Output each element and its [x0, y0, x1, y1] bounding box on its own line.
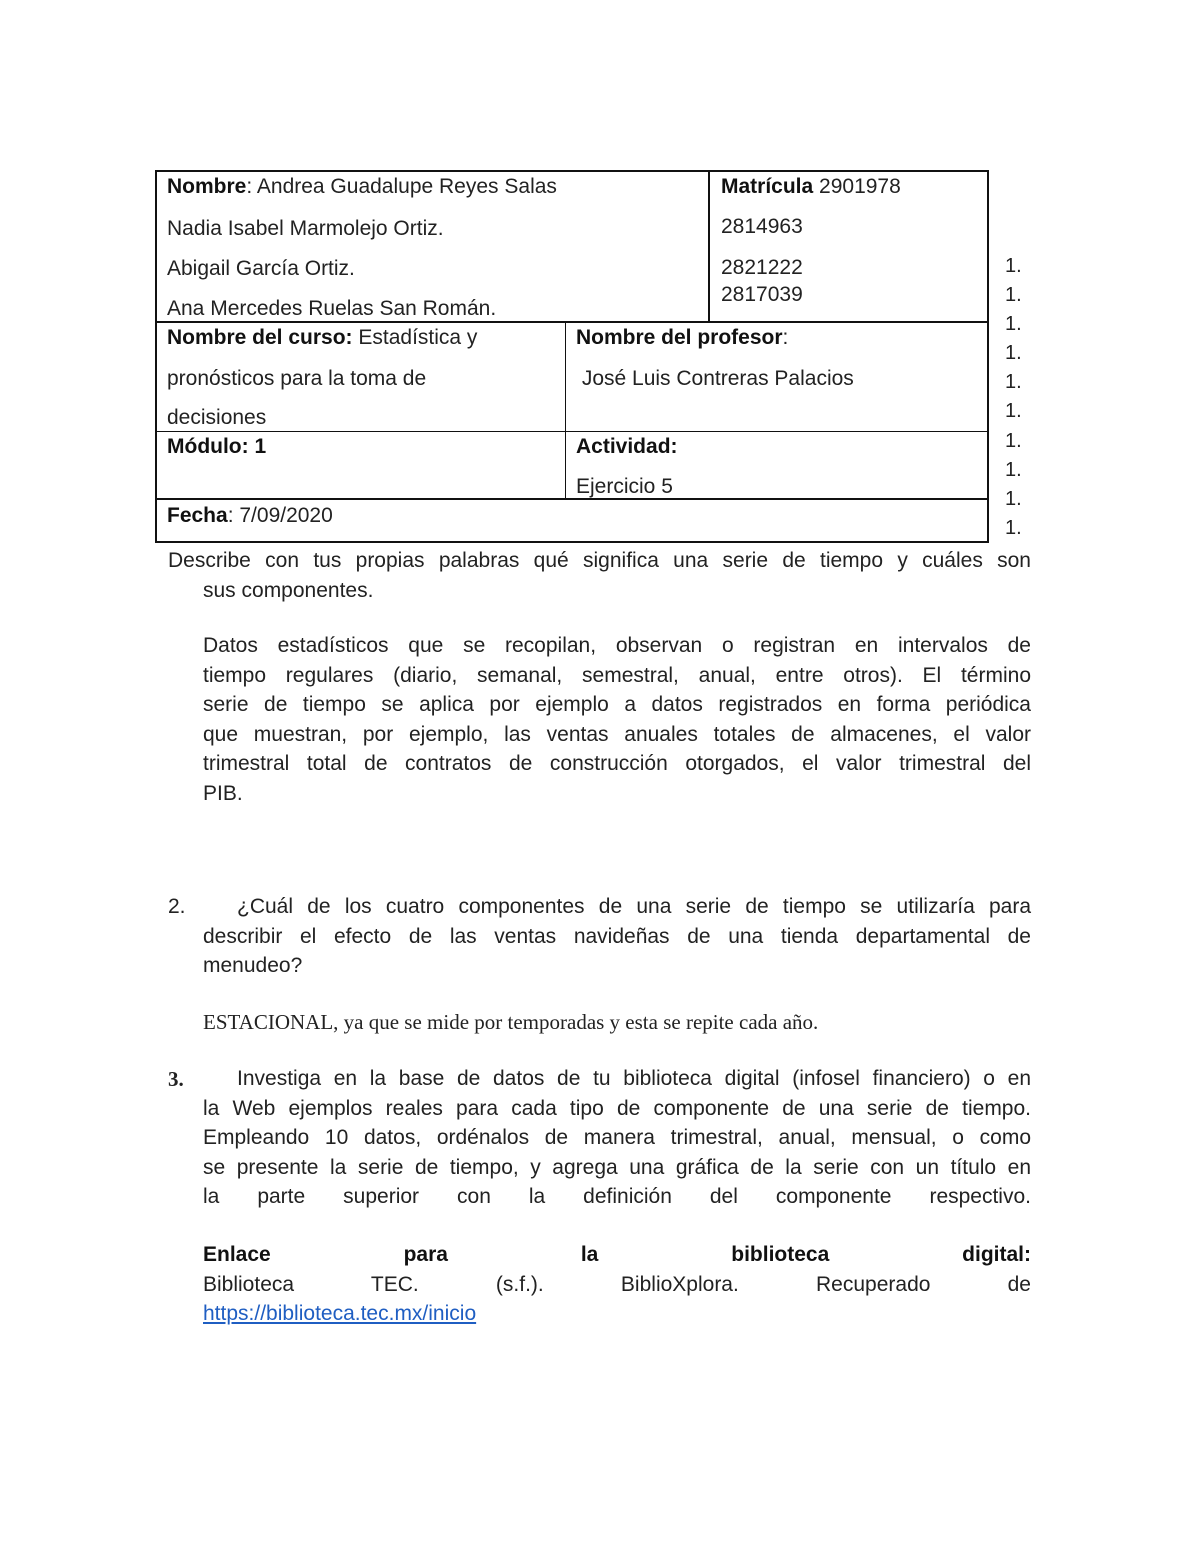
question-3-line: Investiga en la base de datos de tu biblioteca digital (infosel financiero) o en [237, 1067, 1031, 1090]
curso-value-line: pronósticos para la toma de [167, 367, 427, 390]
curso-cell [167, 327, 477, 348]
margin-list-item: 1. [1005, 517, 1022, 539]
margin-list-item: 1. [1005, 255, 1022, 277]
fecha-cell [167, 505, 333, 526]
curso-value: Estadística y [352, 326, 478, 349]
profesor-cell [576, 327, 788, 348]
margin-list-item: 1. [1005, 459, 1022, 481]
question-3-line: Empleando 10 datos, ordénalos de manera trimestral, anual, mensual, o como [203, 1126, 1031, 1149]
team-member-name: Nadia Isabel Marmolejo Ortiz. [167, 217, 444, 240]
question-3-line: se presente la serie de tiempo, y agrega una gráfica de la serie con un título en [203, 1155, 1031, 1179]
question-2-line: menudeo? [203, 954, 303, 977]
nombre-value: Andrea Guadalupe Reyes Salas [252, 175, 557, 198]
table-col-line-2 [565, 321, 566, 499]
modulo-label: Módulo: 1 [167, 435, 267, 458]
library-link[interactable]: https://biblioteca.tec.mx/inicio [203, 1302, 477, 1325]
table-row-line-1 [155, 321, 989, 323]
table-col-line-1 [708, 170, 710, 323]
question-2-line: ¿Cuál de los cuatro componentes de una serie de tiempo se utilizaría para [237, 895, 1031, 918]
fecha-value: : 7/09/2020 [227, 504, 333, 527]
answer-1-line: que muestran, por ejemplo, las ventas anuales totales de almacenes, el valor [203, 722, 1031, 746]
team-member-name: Abigail García Ortiz. [167, 257, 355, 280]
nombre-colon: : [246, 175, 253, 198]
curso-label: Nombre del curso: [167, 326, 353, 349]
margin-list-item: 1. [1005, 488, 1022, 510]
citation-text: Biblioteca TEC. (s.f.). BiblioXplora. Recuperado de [203, 1272, 1031, 1296]
fecha-label: Fecha [167, 504, 228, 527]
matricula-label: Matrícula [721, 175, 814, 198]
question-2-number: 2. [168, 895, 186, 918]
table-border-right [987, 170, 989, 543]
actividad-label: Actividad: [576, 435, 678, 458]
matricula-number: 2821222 [721, 256, 803, 279]
margin-list-item: 1. [1005, 371, 1022, 393]
answer-1 [203, 631, 1031, 808]
answer-1-line: Datos estadísticos que se recopilan, observan o registran en intervalos de [203, 634, 1031, 657]
answer-1-line: trimestral total de contratos de construcción otorgados, el valor trimestral del [203, 752, 1031, 775]
header-table [155, 170, 989, 543]
profesor-label: Nombre del profesor [576, 326, 783, 349]
question-3-line: la parte superior con la definición del componente respectivo. [203, 1185, 1031, 1208]
nombre-label: Nombre [167, 175, 247, 198]
nombre-cell [167, 176, 557, 197]
actividad-value: Ejercicio 5 [576, 475, 673, 498]
matricula-cell [721, 176, 901, 197]
table-border-left [155, 170, 157, 543]
profesor-value: José Luis Contreras Palacios [576, 367, 854, 390]
matricula-number: 2817039 [721, 283, 803, 306]
table-row-line-2 [155, 431, 989, 432]
table-row-line-3 [155, 498, 989, 500]
answer-1-line: tiempo regulares (diario, semanal, semestral, anual, entre otros). El término [203, 663, 1031, 687]
question-2 [203, 892, 1031, 981]
margin-list-item: 1. [1005, 400, 1022, 422]
answer-1-line: serie de tiempo se aplica por ejemplo a datos registrados en forma periódica [203, 693, 1031, 716]
question-1-line: sus componentes. [203, 578, 374, 602]
margin-list-item: 1. [1005, 430, 1022, 452]
profesor-colon: : [782, 326, 789, 349]
margin-list-item: 1. [1005, 313, 1022, 335]
question-3 [203, 1064, 1031, 1212]
question-3-line: la Web ejemplos reales para cada tipo de componente de una serie de tiempo. [203, 1096, 1031, 1120]
team-member-name: Ana Mercedes Ruelas San Román. [167, 297, 497, 320]
question-1-line: Describe con tus propias palabras qué significa una serie de tiempo y cuáles son [168, 549, 1031, 572]
matricula-number: 2814963 [721, 215, 803, 238]
matricula-value: 2901978 [813, 175, 901, 198]
table-border-top [155, 170, 989, 172]
curso-value-line: decisiones [167, 406, 267, 429]
margin-list-item: 1. [1005, 284, 1022, 306]
question-3-number: 3. [168, 1067, 184, 1091]
enlace-label: Enlace para la biblioteca digital: [203, 1243, 1031, 1266]
margin-list-item: 1. [1005, 342, 1022, 364]
question-1 [168, 546, 1031, 605]
answer-1-line: PIB. [203, 781, 243, 805]
table-border-bottom [155, 541, 989, 543]
library-reference [203, 1240, 1031, 1329]
question-2-line: describir el efecto de las ventas navideñas de una tienda departamental de [203, 924, 1031, 948]
answer-2: ESTACIONAL, ya que se mide por temporadas y esta se repite cada año. [203, 1010, 819, 1034]
